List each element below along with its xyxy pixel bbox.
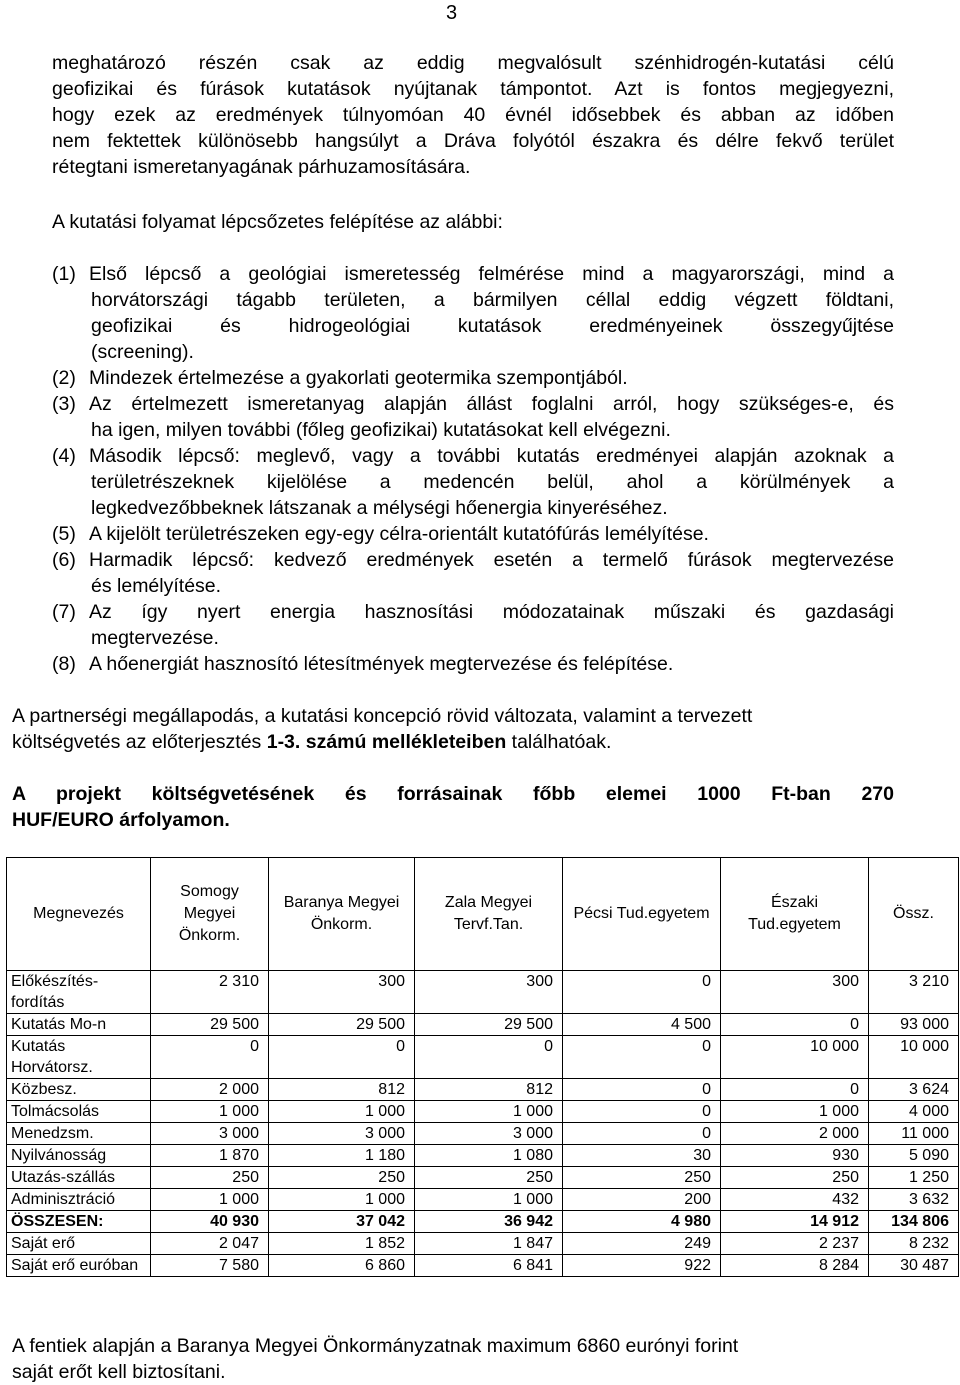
list-item [52,651,894,677]
table-cell: 0 [563,1036,721,1079]
column-header: Zala Megyei Tervf.Tan. [415,858,563,971]
partnership-text: költségvetés az előterjesztés [12,731,267,753]
table-cell: 2 310 [151,971,269,1014]
step-number: (4) [52,445,76,467]
table-cell: 3 632 [869,1189,959,1211]
step-line: horvátországi tágabb területen, a bármilyen céllal eddig végzett földtani, [91,289,894,311]
table-cell: 3 624 [869,1079,959,1101]
process-heading [52,209,894,235]
row-label: Utazás-szállás [7,1167,151,1189]
column-header: Baranya Megyei Önkorm. [269,858,415,971]
row-label: Adminisztráció [7,1189,151,1211]
table-cell: 1 847 [415,1233,563,1255]
table-cell: 30 487 [869,1255,959,1277]
closing-paragraph [12,1333,894,1385]
row-label: Kutatás Horvátorsz. [7,1036,151,1079]
table-cell: 14 912 [721,1211,869,1233]
step-line: Első lépcső a geológiai ismeretesség felmérése mind a magyarországi, mind a [89,263,894,285]
table-cell: 0 [563,1079,721,1101]
table-row [7,1014,959,1036]
step-line: Harmadik lépcső: kedvező eredmények esetén a termelő fúrások megtervezése [89,549,894,571]
step-line: Az így nyert energia hasznosítási módozatainak műszaki és gazdasági [89,601,894,623]
table-cell: 4 000 [869,1101,959,1123]
row-label: ÖSSZESEN: [7,1211,151,1233]
table-cell: 4 500 [563,1014,721,1036]
table-cell: 3 210 [869,971,959,1014]
budget-heading-line: HUF/EURO árfolyamon. [12,809,230,831]
table-cell: 29 500 [151,1014,269,1036]
table-cell: 300 [269,971,415,1014]
table-cell: 4 980 [563,1211,721,1233]
row-label: Kutatás Mo-n [7,1014,151,1036]
step-number: (7) [52,601,76,623]
table-cell: 29 500 [269,1014,415,1036]
step-line: geofizikai és hidrogeológiai kutatások eredményeinek összegyűjtése [91,315,894,337]
step-line: Második lépcső: meglevő, vagy a további kutatás eredményei alapján azoknak a [89,445,894,467]
table-cell: 812 [415,1079,563,1101]
step-number: (1) [52,263,76,285]
table-body [7,971,959,1277]
table-cell: 1 080 [415,1145,563,1167]
table-cell: 1 852 [269,1233,415,1255]
table-cell: 249 [563,1233,721,1255]
step-line: (screening). [91,341,194,363]
table-row [7,1036,959,1079]
table-cell: 36 942 [415,1211,563,1233]
step-line: és lemélyítése. [91,575,222,597]
table-row [7,1145,959,1167]
step-line: A hőenergiát hasznosító létesítmények megtervezése és felépítése. [89,653,674,675]
step-number: (8) [52,653,76,675]
intro-line: geofizikai és fúrások kutatások nyújtanak támpontot. Azt is fontos megjegyezni, [52,78,894,100]
column-header: Megnevezés [7,858,151,971]
closing-line: A fentiek alapján a Baranya Megyei Önkormányzatnak maximum 6860 eurónyi forint [12,1335,739,1357]
table-cell: 29 500 [415,1014,563,1036]
intro-line: meghatározó részén csak az eddig megvalósult szénhidrogén-kutatási célú [52,52,894,74]
table-cell: 2 000 [151,1079,269,1101]
budget-table [6,857,959,1277]
list-item [52,443,894,521]
partnership-line: A partnerségi megállapodás, a kutatási koncepció rövid változata, valamint a tervezett [12,705,753,727]
list-item [52,365,894,391]
table-cell: 300 [415,971,563,1014]
table-row [7,1211,959,1233]
table-row [7,1189,959,1211]
table-cell: 1 180 [269,1145,415,1167]
table-cell: 93 000 [869,1014,959,1036]
table-cell: 432 [721,1189,869,1211]
table-cell: 250 [269,1167,415,1189]
table-cell: 37 042 [269,1211,415,1233]
table-cell: 200 [563,1189,721,1211]
table-cell: 10 000 [721,1036,869,1079]
table-cell: 930 [721,1145,869,1167]
row-label: Saját erő [7,1233,151,1255]
step-line: legkedvezőbbeknek látszanak a mélységi hőenergia kinyeréséhez. [91,497,668,519]
table-cell: 8 284 [721,1255,869,1277]
table-cell: 1 000 [721,1101,869,1123]
table-cell: 1 000 [269,1101,415,1123]
list-item [52,261,894,365]
row-label: Közbesz. [7,1079,151,1101]
table-cell: 1 000 [415,1101,563,1123]
step-number: (3) [52,393,76,415]
budget-heading [12,781,894,833]
table-cell: 6 841 [415,1255,563,1277]
table-cell: 1 870 [151,1145,269,1167]
table-cell: 2 047 [151,1233,269,1255]
table-cell: 250 [563,1167,721,1189]
row-label: Tolmácsolás [7,1101,151,1123]
step-number: (2) [52,367,76,389]
table-cell: 1 000 [151,1189,269,1211]
partnership-line [12,729,894,755]
table-cell: 10 000 [869,1036,959,1079]
table-row [7,1167,959,1189]
column-header: Somogy Megyei Önkorm. [151,858,269,971]
list-item [52,391,894,443]
table-cell: 250 [415,1167,563,1189]
table-cell: 3 000 [151,1123,269,1145]
table-row [7,1233,959,1255]
table-cell: 922 [563,1255,721,1277]
intro-line: nem fektettek különösebb hangsúlyt a Dráva folyótól északra és délre fekvő terület [52,130,894,152]
step-line: területrészeknek kijelölése a medencén belül, ahol a körülmények a [91,471,894,493]
page-number: 3 [446,2,458,24]
step-line: Az értelmezett ismeretanyag alapján állást foglalni arról, hogy szükséges-e, és [89,393,894,415]
table-cell: 0 [151,1036,269,1079]
intro-line: hogy ezek az eredmények túlnyomóan 40 évnél idősebbek és abban az időben [52,104,894,126]
table-row [7,1255,959,1277]
row-label: Menedzsm. [7,1123,151,1145]
table-cell: 812 [269,1079,415,1101]
table-cell: 0 [563,971,721,1014]
list-item [52,547,894,599]
table-cell: 0 [269,1036,415,1079]
table-row [7,1101,959,1123]
table-row [7,1123,959,1145]
table-cell: 7 580 [151,1255,269,1277]
column-header: Pécsi Tud.egyetem [563,858,721,971]
step-number: (5) [52,523,76,545]
table-cell: 0 [563,1123,721,1145]
table-cell: 3 000 [269,1123,415,1145]
table-cell: 30 [563,1145,721,1167]
table-cell: 0 [721,1014,869,1036]
table-cell: 300 [721,971,869,1014]
partnership-paragraph [12,703,894,755]
table-cell: 1 250 [869,1167,959,1189]
closing-line: saját erőt kell biztosítani. [12,1361,226,1383]
table-cell: 1 000 [269,1189,415,1211]
table-cell: 2 000 [721,1123,869,1145]
intro-line: rétegtani ismeretanyagának párhuzamosítására. [52,156,471,178]
table-header-row [7,858,959,971]
table-cell: 3 000 [415,1123,563,1145]
table-cell: 1 000 [415,1189,563,1211]
process-heading-text: A kutatási folyamat lépcsőzetes felépítése az alábbi: [52,211,503,233]
table-cell: 11 000 [869,1123,959,1145]
table-cell: 250 [151,1167,269,1189]
budget-heading-line: A projekt költségvetésének és forrásainak főbb elemei 1000 Ft-ban 270 [12,783,894,805]
table-cell: 5 090 [869,1145,959,1167]
row-label: Előkészítés-fordítás [7,971,151,1014]
step-line: ha igen, milyen további (főleg geofizikai) kutatásokat kell elvégezni. [91,419,671,441]
table-cell: 250 [721,1167,869,1189]
table-cell: 2 237 [721,1233,869,1255]
step-line: A kijelölt területrészeken egy-egy célra-orientált kutatófúrás lemélyítése. [89,523,709,545]
partnership-text: találhatóak. [506,731,612,753]
table-cell: 40 930 [151,1211,269,1233]
table-cell: 1 000 [151,1101,269,1123]
column-header: Északi Tud.egyetem [721,858,869,971]
annex-reference: 1-3. számú mellékleteiben [266,731,507,753]
step-line: Mindezek értelmezése a gyakorlati geotermika szempontjából. [89,367,628,389]
step-number: (6) [52,549,76,571]
list-item [52,521,894,547]
table-cell: 6 860 [269,1255,415,1277]
table-row [7,1079,959,1101]
list-item [52,599,894,651]
table-row [7,971,959,1014]
table-cell: 134 806 [869,1211,959,1233]
table-cell: 0 [721,1079,869,1101]
step-line: megtervezése. [91,627,219,649]
intro-paragraph [52,50,894,180]
table-cell: 0 [563,1101,721,1123]
table-cell: 8 232 [869,1233,959,1255]
process-steps-list [52,261,894,677]
row-label: Saját erő euróban [7,1255,151,1277]
table-cell: 0 [415,1036,563,1079]
column-header: Össz. [869,858,959,971]
row-label: Nyilvánosság [7,1145,151,1167]
